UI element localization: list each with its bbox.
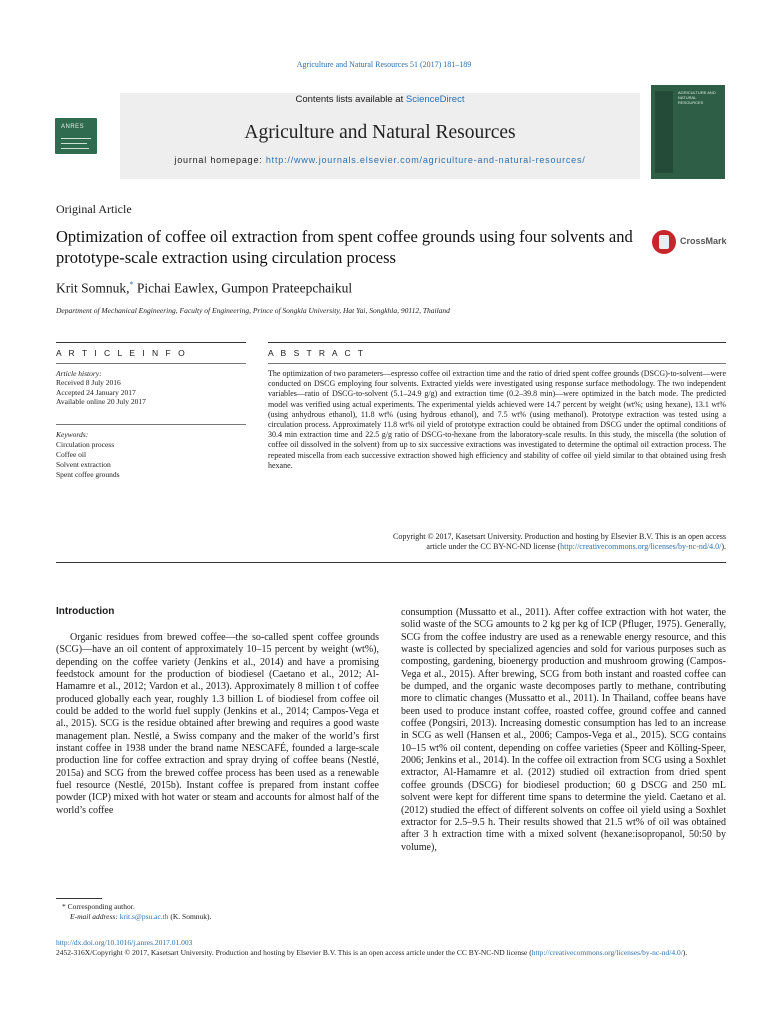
- abstract-bottom-rule: [56, 562, 726, 563]
- journal-citation[interactable]: Agriculture and Natural Resources 51 (2017) 181–189: [296, 60, 472, 69]
- sciencedirect-link[interactable]: ScienceDirect: [405, 94, 465, 105]
- contents-prefix: Contents lists available at: [295, 94, 406, 105]
- license-link[interactable]: http://creativecommons.org/licenses/by-nc-nd/4.0/: [560, 542, 722, 552]
- issn-line: 2452-316X/Copyright © 2017, Kasetsart University. Production and hosting by Elsevier B.V. This is an open access article under the CC BY-NC-ND license (: [56, 948, 532, 957]
- footnote-corresponding: [56, 902, 211, 912]
- keyword-item: Solvent extraction: [56, 460, 111, 469]
- publisher-logo: [55, 118, 97, 154]
- email-owner: (K. Somnuk).: [168, 912, 212, 921]
- footnote-rule: [56, 898, 102, 899]
- article-info-sub-rule: [56, 363, 246, 364]
- history-received: Received 8 July 2016: [56, 378, 121, 388]
- crossmark-label: CrossMark: [680, 236, 727, 246]
- keyword-item: Coffee oil: [56, 450, 87, 459]
- history-accepted: Accepted 24 January 2017: [56, 387, 136, 397]
- copyright-line-2: [268, 542, 726, 552]
- corresponding-author-mark[interactable]: *: [129, 280, 134, 289]
- article-info-top-rule: [56, 342, 246, 343]
- article-history: [56, 369, 246, 406]
- crossmark-badge[interactable]: [652, 230, 742, 256]
- copyright-license-text: article under the CC BY-NC-ND license (: [426, 542, 561, 552]
- email-link[interactable]: krit.s@psu.ac.th: [119, 912, 169, 921]
- footnote-mark: *: [62, 902, 66, 911]
- homepage-label: journal homepage:: [174, 155, 266, 165]
- abstract-copyright: [268, 532, 726, 552]
- publisher-logo-text: ANRES: [61, 124, 85, 130]
- homepage-link[interactable]: http://www.journals.elsevier.com/agriculture-and-natural-resources/: [265, 155, 586, 165]
- article-title: Optimization of coffee oil extraction from spent coffee grounds using four solvents and prototype-scale extraction using circulation process: [56, 227, 633, 267]
- body-column-right: consumption (Mussatto et al., 2011). After coffee extraction with hot water, the solid waste of the SCG amounts to 2 kg per kg of ICP (Pfluger, 1975). Generally, SCG from the coffee industry are used as a renewable energy resource, and this waste is collected by specialized agencies and sold for various purposes such as composting, gardening, bioenergy production and mushroom growing (Campos-Vega et al., 2015). After brewing, SCG from both instant and roasted coffee can be dumped, and the organic waste decomposes partly to methane, contributing more to climatic changes (Mussatto et al., 2011). In Thailand, coffee beans have been used to produce instant coffee, roasted coffee, ground coffee and canned coffee (Pongsiri, 2013). Increasing domestic consumption has led to an increase in SCG as well (Hansen et al., 2006; Campos-Vega et al., 2015). SCG contains 10–15 wt% oil content, depending on coffee varieties (Speer and Kölling-Speer, 2006; Jenkins et al., 2014). In the coffee oil extraction from SCG using a Soxhlet extractor, Al-Hamamre et al. (2012) studied oil extraction from dried spent coffee grounds (DSCG) for biodiesel production; 60 g DSCG and 250 mL solvent were kept for different time spans to determine the yield. Caetano et al. (2012) studied the effect of different solvents on coffee oil yield using a Soxhlet extractor for 2.5–9.5 h. Their results showed that 21.5 wt% of oil was obtained after 3 h extraction time with a mixed solvent (hexane:isopropanol, 50:50 by volume),: [401, 607, 726, 853]
- body-column-left: Organic residues from brewed coffee—the so-called spent coffee grounds (SCG)—have an oil content of approximately 10–15 percent by weight (wt%), depending on the coffee variety (Jenkins et al., 2014) and have a promising feedstock amount for the production of biodiesel (Caetano et al., 2012; Al-Hamamre et al., 2012; Vardon et al., 2013). Approximately 8 million t of coffee produced globally each year, roughly 1.3 billion L of biodiesel from coffee oil could be added to the world fuel supply (Jenkins et al., 2014; Campos-Vega et al., 2015). SCG is the residue obtained after brewing and requires a good waste management plan. Nestlé, a Swiss company and the maker of the world’s first instant coffee in 1938 under the brand name NESCAFÉ, founded a large-scale production line for coffee extraction and spray drying of coffee beans (Nestlé, 2015a) and SCG from the brewed coffee process has been used as a renewable fuel resource (Nestlé, 2015b). Instant coffee is prepared from instant coffee powder (ICP) mixed with hot water or steam and accounts for almost half of the world’s coffee: [56, 632, 379, 816]
- history-online: Available online 20 July 2017: [56, 396, 146, 406]
- history-label: Article history:: [56, 369, 102, 378]
- author-others: Pichai Eawlex, Gumpon Prateepchaikul: [133, 280, 353, 296]
- logo-line: [61, 143, 87, 144]
- keyword-item: Spent coffee grounds: [56, 470, 120, 479]
- journal-cover-image[interactable]: [651, 85, 725, 179]
- cover-band: [655, 91, 673, 173]
- footer-license-end: ).: [682, 948, 688, 957]
- doi-link[interactable]: http://dx.doi.org/10.1016/j.anres.2017.01.003: [56, 938, 193, 947]
- email-label: E-mail address:: [70, 912, 120, 921]
- abstract-top-rule: [268, 342, 726, 343]
- article-type: Original Article: [56, 202, 132, 216]
- abstract-text: The optimization of two parameters—espresso coffee oil extraction time and the ratio of dried spent coffee grounds (DSCG)-to-solvent—were conducted on DSCG employing four solvents. Extracted yields were investigated using response surface methodology. The two independent variables—ratio of DSCG-to-solvent (5.1–24.9 g/g) and extraction time (0.2–39.8 min)—were optimized in the batch mode. The predicted model was verified using actual experiments. The experimental yields achieved were 14.7 percent by weight (wt%; using hexane), 13.1 wt% (using anhydrous ethanol), 11.8 wt% (using hydrous ethanol), and 7.5 wt% (using methanol). Prototype extraction was tested using a circulation process. Approximately 11.8 wt% oil yield of prototype extraction could be obtained from DSCG under the optimal conditions of 30.4 min extraction time and 22.5 g/g ratio of DSCG-to-hexane from the laboratory-scale results. In this study, the miscella (the solution of coffee oil dissolved in the solvent) from up to six successive extractions was investigated to determine the optimal oil extraction process. The repeated miscella from each successive extraction showed high efficiency and stability of coffee oil yield similar to that obtained using fresh hexane.: [268, 369, 726, 470]
- footnote: [56, 902, 211, 922]
- keywords-label: Keywords:: [56, 430, 89, 439]
- abstract-sub-rule: [268, 363, 726, 364]
- doi-block: [56, 938, 726, 958]
- copyright-end: ).: [721, 542, 726, 552]
- footnote-email: [56, 912, 211, 922]
- keyword-item: Circulation process: [56, 440, 115, 449]
- author-list: [56, 280, 352, 297]
- journal-title: Agriculture and Natural Resources: [244, 122, 516, 143]
- introduction-heading: Introduction: [56, 606, 115, 617]
- affiliation: Department of Mechanical Engineering, Faculty of Engineering, Prince of Songkla University, Hat Yai, Songkhla, 90112, Thailand: [56, 306, 450, 315]
- cover-title: AGRICULTURE AND NATURAL RESOURCES: [678, 90, 716, 105]
- footer-license-link[interactable]: http://creativecommons.org/licenses/by-nc-nd/4.0/: [531, 948, 683, 957]
- abstract-heading: A B S T R A C T: [268, 348, 366, 358]
- logo-line: [61, 138, 91, 139]
- footnote-text: Corresponding author.: [67, 902, 135, 911]
- keywords: [56, 430, 246, 480]
- logo-line: [61, 148, 89, 149]
- journal-homepage: [150, 154, 610, 166]
- keywords-rule: [56, 424, 246, 425]
- author-first: Krit Somnuk,: [56, 280, 130, 296]
- crossmark-icon: [652, 230, 676, 254]
- contents-line: [120, 94, 640, 105]
- copyright-line-1: Copyright © 2017, Kasetsart University. Production and hosting by Elsevier B.V. This is an open access: [393, 532, 726, 541]
- article-info-heading: A R T I C L E I N F O: [56, 348, 188, 358]
